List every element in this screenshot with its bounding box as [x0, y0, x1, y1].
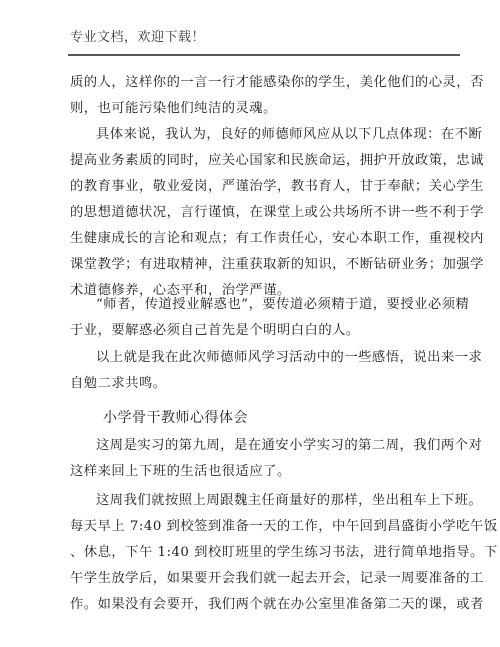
section-heading: 小学骨干教师心得体会 [103, 410, 248, 426]
paragraph-line: 这样来回上下班的生活也很适应了。 [70, 464, 291, 479]
paragraph-line: 的思想道德状况，言行谨慎，在课堂上或公共场所不讲一些不利于学 [70, 205, 484, 220]
paragraph-line: 质的人，这样你的一言一行才能感染你的学生，美化他们的心灵，否 [70, 75, 484, 90]
paragraph-line: 的教育事业，敬业爱岗，严谨治学，教书育人，甘于奉献；关心学生 [70, 179, 484, 194]
paragraph-line: 课堂教学；有进取精神，注重获取新的知识，不断钻研业务；加强学 [70, 257, 484, 272]
paragraph-line: 提高业务素质的同时，应关心国家和民族命运，拥护开放政策，忠诚 [70, 153, 484, 168]
paragraph-line: 自勉二求共鸣。 [70, 376, 167, 391]
paragraph-line: “师者，传道授业解惑也”，要传道必须精于道，要授业必须精 [96, 297, 470, 312]
page-header-text: 专业文档，欢迎下载！ [70, 30, 206, 45]
paragraph-line: 午学生放学后，如果要开会我们就一起去开会，记录一周要准备的工 [70, 571, 484, 586]
paragraph-line: 这周是实习的第九周，是在通安小学实习的第二周，我们两个对 [96, 438, 483, 453]
paragraph-line: 每天早上 7:40 到校签到准备一天的工作，中午回到昌盛街小学吃午饭 [70, 519, 498, 534]
paragraph-line: 术道德修养，心态平和，治学严谨。 [70, 283, 291, 298]
paragraph-line: 具体来说，我认为，良好的师德师风应从以下几点体现：在不断 [96, 127, 483, 142]
paragraph-line: 、休息，下午 1:40 到校盯班里的学生练习书法，进行简单地指导。下 [70, 545, 498, 560]
paragraph-line: 则，也可能污染他们纯洁的灵魂。 [70, 101, 277, 116]
paragraph-line: 以上就是我在此次师德师风学习活动中的一些感悟，说出来一求 [96, 350, 483, 365]
paragraph-line: 于业，要解惑必须自己首先是个明明白白的人。 [70, 323, 360, 338]
header-rule [68, 54, 460, 56]
paragraph-line: 作。如果没有会要开，我们两个就在办公室里准备第二天的课，或者 [70, 597, 484, 612]
paragraph-line: 这周我们就按照上周跟魏主任商量好的那样，坐出租车上下班。 [96, 493, 483, 508]
paragraph-line: 生健康成长的言论和观点；有工作责任心，安心本职工作，重视校内 [70, 231, 484, 246]
